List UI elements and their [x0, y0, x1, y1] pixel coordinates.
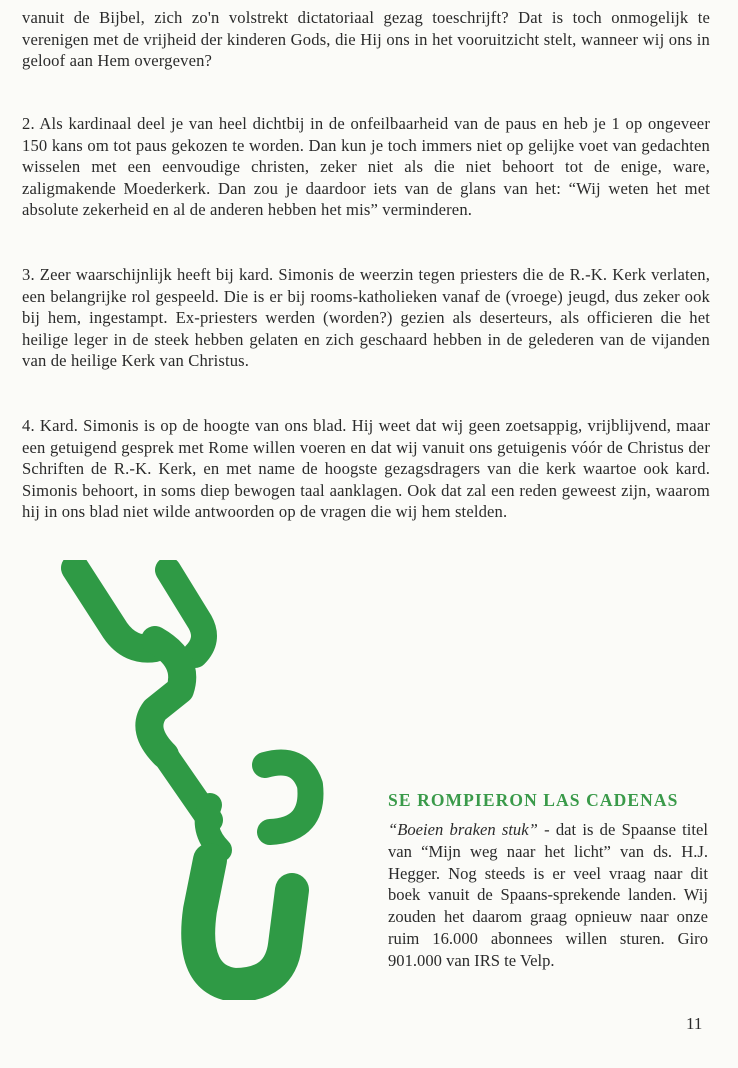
- book-title: “Boeien braken stuk”: [388, 820, 538, 839]
- broken-chain-icon: [60, 560, 330, 1000]
- notice-body: [388, 819, 708, 972]
- paragraph-3: 3. Zeer waarschijnlijk heeft bij kard. Simonis de weerzin tegen priesters die de R.-K. Kerk verlaten, een belangrijke rol gespeeld. Die is er bij rooms-katholieken vanaf de (vroege) jeugd, dus zeker ook bij hem, ingestampt. Ex-priesters werden (worden?) gezien als deserteurs, als officieren die het heilige leger in de steek hebben gelaten en zich geschaard hebben in de gelederen van de vijanden van de heilige Kerk van Christus.: [22, 265, 710, 371]
- notice-title: SE ROMPIERON LAS CADENAS: [388, 790, 679, 810]
- notice-text: - dat is de Spaanse titel van “Mijn weg naar het licht” van ds. H.J. Hegger. Nog steeds is er veel vraag naar dit boek vanuit de Spaans-sprekende landen. Wij zouden het daarom graag opnieuw naar onze ruim 16.000 abonnees willen sturen. Giro 901.000 van IRS te Velp.: [388, 820, 708, 970]
- book-notice: [388, 790, 708, 972]
- paragraph-continuation: vanuit de Bijbel, zich zo'n volstrekt dictatoriaal gezag toeschrijft? Dat is toch onmogelijk te verenigen met de vrijheid der kinderen Gods, die Hij ons in het vooruitzicht stelt, wanneer wij ons in geloof aan Hem overgeven?: [22, 8, 710, 71]
- paragraph-2: 2. Als kardinaal deel je van heel dichtbij in de onfeilbaarheid van de paus en heb je 1 op ongeveer 150 kans om tot paus gekozen te worden. Dan kun je toch immers niet op gelijke voet van gedachten wisselen met een eenvoudige christen, zeker niet als die niet behoort tot de enige, ware, zaligmakende Moederkerk. Dan zou je daardoor iets van de glans van het: “Wij weten het met absolute zekerheid en al de anderen hebben het mis” verminderen.: [22, 114, 710, 220]
- paragraph-4: 4. Kard. Simonis is op de hoogte van ons blad. Hij weet dat wij geen zoetsappig, vrijblijvend, maar een getuigend gesprek met Rome willen voeren en dat wij vanuit ons getuigenis vóór de Christus der Schriften de R.-K. Kerk, en met name de hoogste gezagsdragers van die kerk waartoe ook kard. Simonis behoort, in soms diep bewogen taal aanklagen. Ook dat zal een reden geweest zijn, waarom hij in ons blad niet wilde antwoorden op de vragen die wij hem stelden.: [22, 416, 710, 522]
- page-number: 11: [686, 1014, 703, 1033]
